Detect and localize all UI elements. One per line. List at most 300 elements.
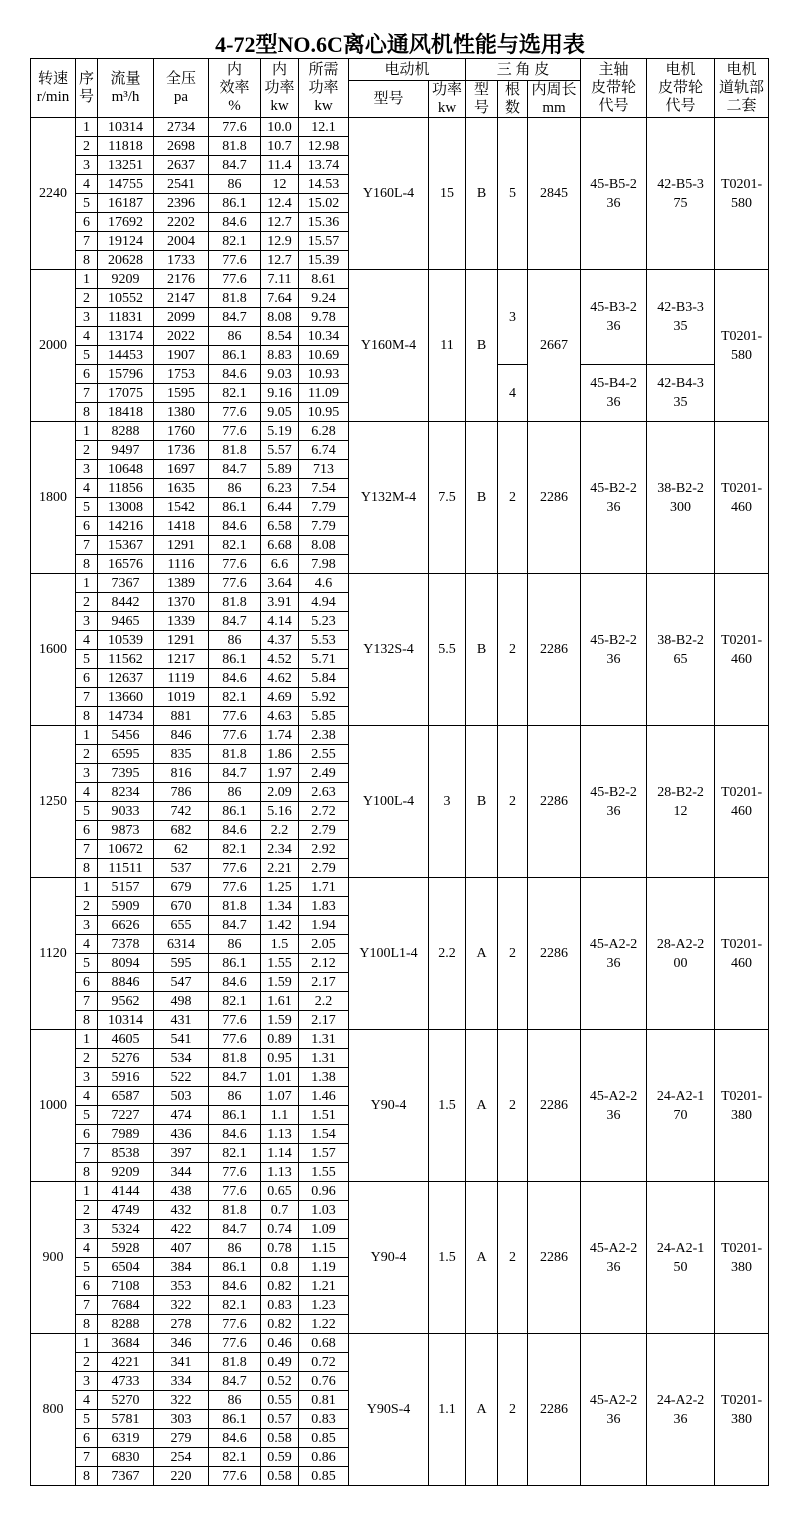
internal-power-cell: 1.07 [261, 1087, 299, 1106]
internal-power-cell: 0.58 [261, 1429, 299, 1448]
header-line: 根 [505, 82, 521, 98]
required-power-cell: 1.19 [299, 1258, 349, 1277]
efficiency-cell: 86 [209, 327, 261, 346]
required-power-cell: 1.15 [299, 1239, 349, 1258]
efficiency-cell: 84.7 [209, 460, 261, 479]
efficiency-cell: 84.7 [209, 764, 261, 783]
header-line: 功率 [264, 80, 295, 96]
rail-cell [715, 422, 769, 574]
motor-pulley-cell [647, 1182, 715, 1334]
flow-cell: 5324 [98, 1220, 154, 1239]
serial-no-cell: 5 [76, 802, 98, 821]
rail-cell-text: T0201-380 [720, 1392, 763, 1427]
internal-power-cell: 1.5 [261, 935, 299, 954]
motor-pulley-cell-text: 28-B2-212 [657, 784, 704, 819]
header-line: 主轴 [598, 62, 629, 78]
motor-pulley-cell [647, 574, 715, 726]
required-power-cell: 1.51 [299, 1106, 349, 1125]
total-pressure-cell: 303 [154, 1410, 209, 1429]
speed-cell: 1000 [31, 1030, 76, 1182]
belt-type-cell: A [466, 878, 498, 1030]
required-power-cell: 2.79 [299, 821, 349, 840]
belt-count-cell: 4 [498, 365, 528, 422]
internal-power-cell: 4.69 [261, 688, 299, 707]
total-pressure-cell: 541 [154, 1030, 209, 1049]
required-power-cell: 0.81 [299, 1391, 349, 1410]
header-belt-count [498, 81, 528, 118]
internal-power-cell: 6.44 [261, 498, 299, 517]
serial-no-cell: 6 [76, 669, 98, 688]
total-pressure-cell: 1116 [154, 555, 209, 574]
efficiency-cell: 77.6 [209, 726, 261, 745]
flow-cell: 7367 [98, 574, 154, 593]
serial-no-cell: 2 [76, 1201, 98, 1220]
header-line: 转速 [37, 71, 68, 87]
internal-power-cell: 8.08 [261, 308, 299, 327]
serial-no-cell: 6 [76, 821, 98, 840]
rail-cell [715, 1334, 769, 1486]
total-pressure-cell: 474 [154, 1106, 209, 1125]
required-power-cell: 2.72 [299, 802, 349, 821]
flow-cell: 11831 [98, 308, 154, 327]
internal-power-cell: 4.62 [261, 669, 299, 688]
belt-type-cell: B [466, 574, 498, 726]
internal-power-cell: 1.13 [261, 1163, 299, 1182]
total-pressure-cell: 846 [154, 726, 209, 745]
efficiency-cell: 84.6 [209, 669, 261, 688]
required-power-cell: 7.79 [299, 517, 349, 536]
spindle-pulley-cell [581, 1182, 647, 1334]
spindle-pulley-cell-text: 45-A2-236 [589, 1240, 638, 1275]
header-row [31, 59, 769, 81]
efficiency-cell: 86 [209, 783, 261, 802]
rail-cell-text: T0201-460 [720, 936, 763, 971]
efficiency-cell: 84.7 [209, 156, 261, 175]
motor-pulley-cell-text: 24-A2-150 [656, 1240, 705, 1275]
required-power-cell: 1.71 [299, 878, 349, 897]
internal-power-cell: 6.68 [261, 536, 299, 555]
required-power-cell: 1.09 [299, 1220, 349, 1239]
motor-model-cell: Y90S-4 [349, 1334, 429, 1486]
rail-cell-text: T0201-380 [720, 1088, 763, 1123]
required-power-cell: 7.79 [299, 498, 349, 517]
motor-pulley-cell-text: 24-A2-236 [656, 1392, 705, 1427]
required-power-cell: 1.94 [299, 916, 349, 935]
flow-cell: 8288 [98, 1315, 154, 1334]
efficiency-cell: 82.1 [209, 536, 261, 555]
required-power-cell: 7.54 [299, 479, 349, 498]
required-power-cell: 0.86 [299, 1448, 349, 1467]
required-power-cell: 15.36 [299, 213, 349, 232]
required-power-cell: 14.53 [299, 175, 349, 194]
total-pressure-cell: 353 [154, 1277, 209, 1296]
internal-power-cell: 0.49 [261, 1353, 299, 1372]
total-pressure-cell: 2698 [154, 137, 209, 156]
serial-no-cell: 5 [76, 650, 98, 669]
flow-cell: 12637 [98, 669, 154, 688]
header-line: 号 [78, 89, 94, 105]
flow-cell: 3684 [98, 1334, 154, 1353]
internal-power-cell: 0.74 [261, 1220, 299, 1239]
belt-count-cell: 5 [498, 118, 528, 270]
serial-no-cell: 1 [76, 726, 98, 745]
header-line: kw [314, 98, 333, 114]
total-pressure-cell: 2176 [154, 270, 209, 289]
flow-cell: 8442 [98, 593, 154, 612]
motor-model-cell: Y160M-4 [349, 270, 429, 422]
speed-cell: 800 [31, 1334, 76, 1486]
serial-no-cell: 2 [76, 897, 98, 916]
internal-power-cell: 11.4 [261, 156, 299, 175]
header-line: 序 [78, 71, 94, 87]
total-pressure-cell: 1380 [154, 403, 209, 422]
serial-no-cell: 8 [76, 403, 98, 422]
serial-no-cell: 2 [76, 441, 98, 460]
serial-no-cell: 7 [76, 1144, 98, 1163]
required-power-cell: 1.23 [299, 1296, 349, 1315]
belt-length-cell: 2667 [528, 270, 581, 422]
spindle-pulley-cell-text: 45-B2-236 [590, 480, 637, 515]
header-line: 流量 [110, 71, 141, 87]
total-pressure-cell: 679 [154, 878, 209, 897]
header-speed [31, 59, 76, 118]
internal-power-cell: 8.83 [261, 346, 299, 365]
internal-power-cell: 4.63 [261, 707, 299, 726]
serial-no-cell: 4 [76, 1087, 98, 1106]
motor-pulley-cell-text: 42-B4-335 [657, 376, 704, 410]
flow-cell: 9209 [98, 1163, 154, 1182]
rail-cell-text: T0201-380 [720, 1240, 763, 1275]
belt-type-cell: B [466, 270, 498, 422]
efficiency-cell: 77.6 [209, 1011, 261, 1030]
flow-cell: 7989 [98, 1125, 154, 1144]
flow-cell: 17692 [98, 213, 154, 232]
belt-count-cell: 2 [498, 726, 528, 878]
efficiency-cell: 81.8 [209, 1049, 261, 1068]
rail-cell [715, 1182, 769, 1334]
motor-power-cell: 1.5 [429, 1030, 466, 1182]
serial-no-cell: 5 [76, 194, 98, 213]
efficiency-cell: 77.6 [209, 251, 261, 270]
required-power-cell: 0.83 [299, 1410, 349, 1429]
efficiency-cell: 84.6 [209, 517, 261, 536]
belt-type-cell: A [466, 1182, 498, 1334]
total-pressure-cell: 2022 [154, 327, 209, 346]
efficiency-cell: 77.6 [209, 270, 261, 289]
total-pressure-cell: 786 [154, 783, 209, 802]
motor-pulley-cell [647, 726, 715, 878]
speed-cell: 900 [31, 1182, 76, 1334]
serial-no-cell: 3 [76, 156, 98, 175]
speed-cell: 1800 [31, 422, 76, 574]
total-pressure-cell: 498 [154, 992, 209, 1011]
spindle-pulley-cell-text: 45-B4-236 [590, 376, 637, 410]
flow-cell: 8288 [98, 422, 154, 441]
efficiency-cell: 84.6 [209, 1277, 261, 1296]
belt-count-cell: 2 [498, 422, 528, 574]
required-power-cell: 5.84 [299, 669, 349, 688]
flow-cell: 5270 [98, 1391, 154, 1410]
flow-cell: 6319 [98, 1429, 154, 1448]
motor-pulley-cell-text: 24-A2-170 [656, 1088, 705, 1123]
belt-length-cell: 2286 [528, 726, 581, 878]
header-belt-length [528, 81, 581, 118]
required-power-cell: 8.61 [299, 270, 349, 289]
total-pressure-cell: 1753 [154, 365, 209, 384]
required-power-cell: 4.94 [299, 593, 349, 612]
header-line: 代号 [665, 98, 696, 114]
total-pressure-cell: 279 [154, 1429, 209, 1448]
internal-power-cell: 2.2 [261, 821, 299, 840]
efficiency-cell: 81.8 [209, 137, 261, 156]
total-pressure-cell: 835 [154, 745, 209, 764]
total-pressure-cell: 1733 [154, 251, 209, 270]
serial-no-cell: 7 [76, 840, 98, 859]
total-pressure-cell: 1217 [154, 650, 209, 669]
total-pressure-cell: 422 [154, 1220, 209, 1239]
flow-cell: 16187 [98, 194, 154, 213]
serial-no-cell: 8 [76, 1011, 98, 1030]
flow-cell: 14453 [98, 346, 154, 365]
motor-model-cell: Y100L-4 [349, 726, 429, 878]
motor-model-cell: Y90-4 [349, 1182, 429, 1334]
header-line: m³/h [111, 89, 140, 105]
table-row [31, 1030, 769, 1049]
total-pressure-cell: 254 [154, 1448, 209, 1467]
motor-pulley-cell-text: 42-B5-375 [657, 176, 704, 211]
flow-cell: 7378 [98, 935, 154, 954]
serial-no-cell: 1 [76, 1182, 98, 1201]
motor-pulley-cell [647, 1030, 715, 1182]
internal-power-cell: 0.82 [261, 1277, 299, 1296]
serial-no-cell: 6 [76, 973, 98, 992]
serial-no-cell: 7 [76, 536, 98, 555]
belt-count-cell: 2 [498, 574, 528, 726]
motor-model-cell: Y132S-4 [349, 574, 429, 726]
required-power-cell: 5.53 [299, 631, 349, 650]
internal-power-cell: 0.78 [261, 1239, 299, 1258]
rail-cell-text: T0201-580 [720, 328, 763, 363]
belt-type-cell: B [466, 726, 498, 878]
internal-power-cell: 0.65 [261, 1182, 299, 1201]
belt-type-cell: A [466, 1030, 498, 1182]
efficiency-cell: 84.6 [209, 973, 261, 992]
required-power-cell: 9.24 [299, 289, 349, 308]
header-line: pa [173, 89, 189, 105]
required-power-cell: 11.09 [299, 384, 349, 403]
total-pressure-cell: 547 [154, 973, 209, 992]
required-power-cell: 10.93 [299, 365, 349, 384]
serial-no-cell: 8 [76, 1315, 98, 1334]
rail-cell [715, 574, 769, 726]
total-pressure-cell: 2396 [154, 194, 209, 213]
total-pressure-cell: 1736 [154, 441, 209, 460]
serial-no-cell: 2 [76, 1049, 98, 1068]
efficiency-cell: 86 [209, 1239, 261, 1258]
flow-cell: 8234 [98, 783, 154, 802]
efficiency-cell: 77.6 [209, 707, 261, 726]
flow-cell: 18418 [98, 403, 154, 422]
required-power-cell: 12.98 [299, 137, 349, 156]
efficiency-cell: 86 [209, 935, 261, 954]
required-power-cell: 0.68 [299, 1334, 349, 1353]
internal-power-cell: 10.0 [261, 118, 299, 137]
total-pressure-cell: 1389 [154, 574, 209, 593]
internal-power-cell: 0.46 [261, 1334, 299, 1353]
spindle-pulley-cell [581, 878, 647, 1030]
internal-power-cell: 1.61 [261, 992, 299, 1011]
motor-model-cell: Y160L-4 [349, 118, 429, 270]
total-pressure-cell: 2147 [154, 289, 209, 308]
total-pressure-cell: 346 [154, 1334, 209, 1353]
total-pressure-cell: 438 [154, 1182, 209, 1201]
serial-no-cell: 4 [76, 1391, 98, 1410]
internal-power-cell: 0.59 [261, 1448, 299, 1467]
internal-power-cell: 5.57 [261, 441, 299, 460]
header-line: 内 [226, 62, 242, 78]
serial-no-cell: 1 [76, 270, 98, 289]
motor-pulley-cell [647, 422, 715, 574]
internal-power-cell: 10.7 [261, 137, 299, 156]
table-row [31, 878, 769, 897]
required-power-cell: 8.08 [299, 536, 349, 555]
motor-model-cell: Y132M-4 [349, 422, 429, 574]
rail-cell [715, 1030, 769, 1182]
efficiency-cell: 81.8 [209, 1353, 261, 1372]
total-pressure-cell: 595 [154, 954, 209, 973]
header-line: 所需 [308, 62, 339, 78]
serial-no-cell: 3 [76, 1068, 98, 1087]
header-motor-power [429, 81, 466, 118]
required-power-cell: 2.38 [299, 726, 349, 745]
flow-cell: 5909 [98, 897, 154, 916]
internal-power-cell: 1.1 [261, 1106, 299, 1125]
efficiency-cell: 86.1 [209, 498, 261, 517]
internal-power-cell: 1.14 [261, 1144, 299, 1163]
header-line: 全压 [165, 71, 196, 87]
flow-cell: 6587 [98, 1087, 154, 1106]
efficiency-cell: 84.6 [209, 365, 261, 384]
total-pressure-cell: 1542 [154, 498, 209, 517]
serial-no-cell: 1 [76, 1334, 98, 1353]
motor-pulley-cell-text: 38-B2-2300 [657, 480, 704, 515]
total-pressure-cell: 278 [154, 1315, 209, 1334]
flow-cell: 9033 [98, 802, 154, 821]
motor-pulley-cell [647, 878, 715, 1030]
internal-power-cell: 0.7 [261, 1201, 299, 1220]
flow-cell: 5916 [98, 1068, 154, 1087]
internal-power-cell: 4.14 [261, 612, 299, 631]
internal-power-cell: 3.64 [261, 574, 299, 593]
total-pressure-cell: 344 [154, 1163, 209, 1182]
flow-cell: 9209 [98, 270, 154, 289]
belt-count-cell: 3 [498, 270, 528, 365]
required-power-cell: 1.83 [299, 897, 349, 916]
motor-pulley-cell [647, 270, 715, 365]
belt-length-cell: 2286 [528, 1030, 581, 1182]
efficiency-cell: 82.1 [209, 1296, 261, 1315]
internal-power-cell: 1.97 [261, 764, 299, 783]
flow-cell: 20628 [98, 251, 154, 270]
internal-power-cell: 5.89 [261, 460, 299, 479]
table-row [31, 270, 769, 289]
internal-power-cell: 0.57 [261, 1410, 299, 1429]
serial-no-cell: 8 [76, 251, 98, 270]
flow-cell: 7367 [98, 1467, 154, 1486]
internal-power-cell: 7.11 [261, 270, 299, 289]
header-line: 效率 [219, 80, 250, 96]
belt-length-cell: 2286 [528, 1182, 581, 1334]
header-line: 道轨部 [719, 80, 765, 96]
flow-cell: 7227 [98, 1106, 154, 1125]
total-pressure-cell: 503 [154, 1087, 209, 1106]
table-header [31, 59, 769, 118]
efficiency-cell: 86 [209, 479, 261, 498]
total-pressure-cell: 1595 [154, 384, 209, 403]
header-line: 电机 [665, 62, 696, 78]
efficiency-cell: 77.6 [209, 422, 261, 441]
efficiency-cell: 84.7 [209, 612, 261, 631]
serial-no-cell: 1 [76, 1030, 98, 1049]
serial-no-cell: 3 [76, 1220, 98, 1239]
efficiency-cell: 77.6 [209, 1315, 261, 1334]
serial-no-cell: 6 [76, 517, 98, 536]
total-pressure-cell: 397 [154, 1144, 209, 1163]
required-power-cell: 1.21 [299, 1277, 349, 1296]
total-pressure-cell: 1418 [154, 517, 209, 536]
efficiency-cell: 86.1 [209, 1106, 261, 1125]
efficiency-cell: 86 [209, 631, 261, 650]
motor-model-cell: Y100L1-4 [349, 878, 429, 1030]
required-power-cell: 2.79 [299, 859, 349, 878]
spindle-pulley-cell-text: 45-B2-236 [590, 784, 637, 819]
total-pressure-cell: 2004 [154, 232, 209, 251]
serial-no-cell: 7 [76, 688, 98, 707]
serial-no-cell: 1 [76, 574, 98, 593]
internal-power-cell: 4.52 [261, 650, 299, 669]
serial-no-cell: 2 [76, 1353, 98, 1372]
flow-cell: 19124 [98, 232, 154, 251]
internal-power-cell: 5.19 [261, 422, 299, 441]
required-power-cell: 713 [299, 460, 349, 479]
spindle-pulley-cell-text: 45-B2-236 [590, 632, 637, 667]
total-pressure-cell: 384 [154, 1258, 209, 1277]
required-power-cell: 10.34 [299, 327, 349, 346]
speed-cell: 1250 [31, 726, 76, 878]
serial-no-cell: 7 [76, 384, 98, 403]
flow-cell: 15796 [98, 365, 154, 384]
serial-no-cell: 3 [76, 764, 98, 783]
table-row [31, 726, 769, 745]
flow-cell: 6626 [98, 916, 154, 935]
motor-model-cell: Y90-4 [349, 1030, 429, 1182]
total-pressure-cell: 407 [154, 1239, 209, 1258]
motor-power-cell: 5.5 [429, 574, 466, 726]
required-power-cell: 5.23 [299, 612, 349, 631]
efficiency-cell: 84.7 [209, 1068, 261, 1087]
flow-cell: 13174 [98, 327, 154, 346]
spindle-pulley-cell [581, 422, 647, 574]
serial-no-cell: 5 [76, 346, 98, 365]
required-power-cell: 0.85 [299, 1429, 349, 1448]
flow-cell: 6504 [98, 1258, 154, 1277]
serial-no-cell: 8 [76, 1467, 98, 1486]
serial-no-cell: 5 [76, 498, 98, 517]
internal-power-cell: 2.21 [261, 859, 299, 878]
flow-cell: 9562 [98, 992, 154, 1011]
total-pressure-cell: 1291 [154, 536, 209, 555]
table-row [31, 1182, 769, 1201]
